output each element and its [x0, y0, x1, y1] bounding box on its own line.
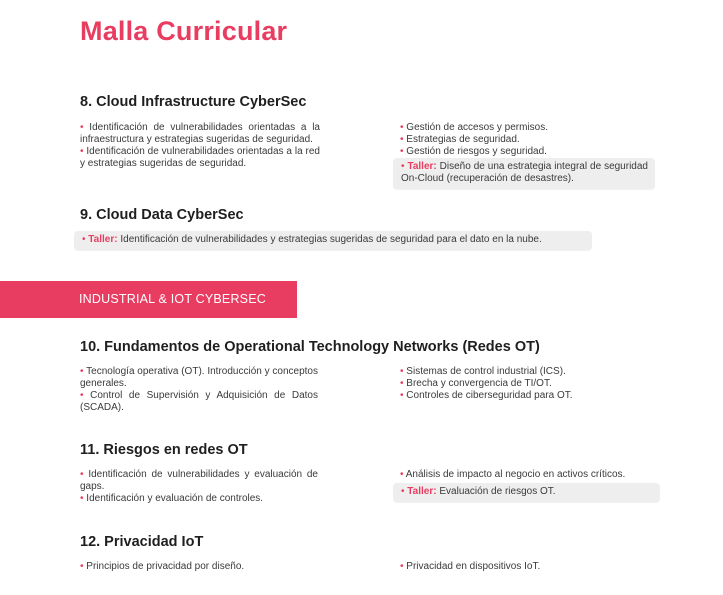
list-item-text: Tecnología operativa (OT). Introducción y conceptos generales. [80, 366, 318, 389]
list-item-text: Análisis de impacto al negocio en activos críticos. [405, 469, 626, 480]
list-item [80, 146, 320, 170]
bullet-icon: • [80, 146, 84, 157]
bullet-icon: • [400, 134, 404, 145]
bullet-icon: • [401, 161, 405, 172]
taller-label: Taller: [88, 234, 118, 245]
list-item [80, 561, 318, 573]
list-item-text: Brecha y convergencia de TI/OT. [406, 378, 552, 389]
list-item-text: Identificación de vulnerabilidades y evaluación de gaps. [80, 469, 318, 492]
bullet-icon: • [80, 493, 84, 504]
list-item [80, 366, 318, 390]
list-item [400, 122, 660, 134]
bullet-icon: • [400, 146, 404, 157]
taller-text: Diseño de una estrategia integral de seguridad On-Cloud (recuperación de desastres). [401, 161, 648, 184]
section-9-taller-box [74, 231, 592, 250]
list-item-text: Privacidad en dispositivos IoT. [406, 561, 541, 572]
list-item [400, 469, 660, 481]
list-item [400, 561, 660, 573]
bullet-icon: • [80, 561, 84, 572]
list-item-text: Gestión de riesgos y seguridad. [406, 146, 547, 157]
bullet-icon: • [80, 366, 84, 377]
section-11-left-list [80, 469, 318, 505]
list-item [400, 390, 660, 402]
section-12-right-list [400, 561, 660, 573]
taller-text: Evaluación de riesgos OT. [439, 486, 556, 497]
section-10-right-list [400, 366, 660, 402]
list-item [400, 366, 660, 378]
list-item [80, 493, 318, 505]
bullet-icon: • [400, 378, 404, 389]
list-item-text: Principios de privacidad por diseño. [86, 561, 245, 572]
bullet-icon: • [400, 122, 404, 133]
bullet-icon: • [400, 469, 404, 480]
bullet-icon: • [82, 234, 86, 245]
list-item [80, 469, 318, 493]
page-title: Malla Curricular [80, 16, 288, 46]
section-8-right-list [400, 122, 660, 158]
list-item [80, 122, 320, 146]
section-banner: INDUSTRIAL & IOT CYBERSEC [0, 281, 297, 318]
bullet-icon: • [80, 122, 84, 133]
list-item [80, 390, 318, 414]
section-8-left-list [80, 122, 320, 170]
list-item-text: Sistemas de control industrial (ICS). [406, 366, 566, 377]
section-12-left-list [80, 561, 318, 573]
list-item-text: Controles de ciberseguridad para OT. [406, 390, 573, 401]
list-item-text: Identificación de vulnerabilidades orientadas a la red y estrategias sugeridas de seguridad. [80, 146, 320, 169]
list-item [400, 146, 660, 158]
section-12-title: 12. Privacidad IoT [80, 534, 204, 550]
section-10-left-list [80, 366, 318, 414]
section-9-title: 9. Cloud Data CyberSec [80, 207, 244, 223]
list-item [400, 378, 660, 390]
list-item-text: Identificación y evaluación de controles. [86, 493, 264, 504]
bullet-icon: • [80, 390, 84, 401]
list-item-text: Gestión de accesos y permisos. [406, 122, 549, 133]
list-item-text: Estrategias de seguridad. [406, 134, 520, 145]
section-10-title: 10. Fundamentos de Operational Technology Networks (Redes OT) [80, 339, 540, 355]
list-item-text: Control de Supervisión y Adquisición de Datos (SCADA). [80, 390, 318, 413]
section-8-title: 8. Cloud Infrastructure CyberSec [80, 94, 307, 110]
section-8-taller-box [393, 158, 655, 189]
taller-text: Identificación de vulnerabilidades y estrategias sugeridas de seguridad para el dato en la nube. [120, 234, 542, 245]
bullet-icon: • [400, 366, 404, 377]
section-11-title: 11. Riesgos en redes OT [80, 442, 248, 458]
section-11-right-list [400, 469, 660, 481]
bullet-icon: • [401, 486, 405, 497]
list-item [400, 134, 660, 146]
section-11-taller-box [393, 483, 660, 502]
bullet-icon: • [80, 469, 84, 480]
bullet-icon: • [400, 390, 404, 401]
taller-label: Taller: [407, 486, 437, 497]
list-item-text: Identificación de vulnerabilidades orientadas a la infraestructura y estrategias sugeridas de seguridad. [80, 122, 320, 145]
taller-label: Taller: [407, 161, 437, 172]
bullet-icon: • [400, 561, 404, 572]
